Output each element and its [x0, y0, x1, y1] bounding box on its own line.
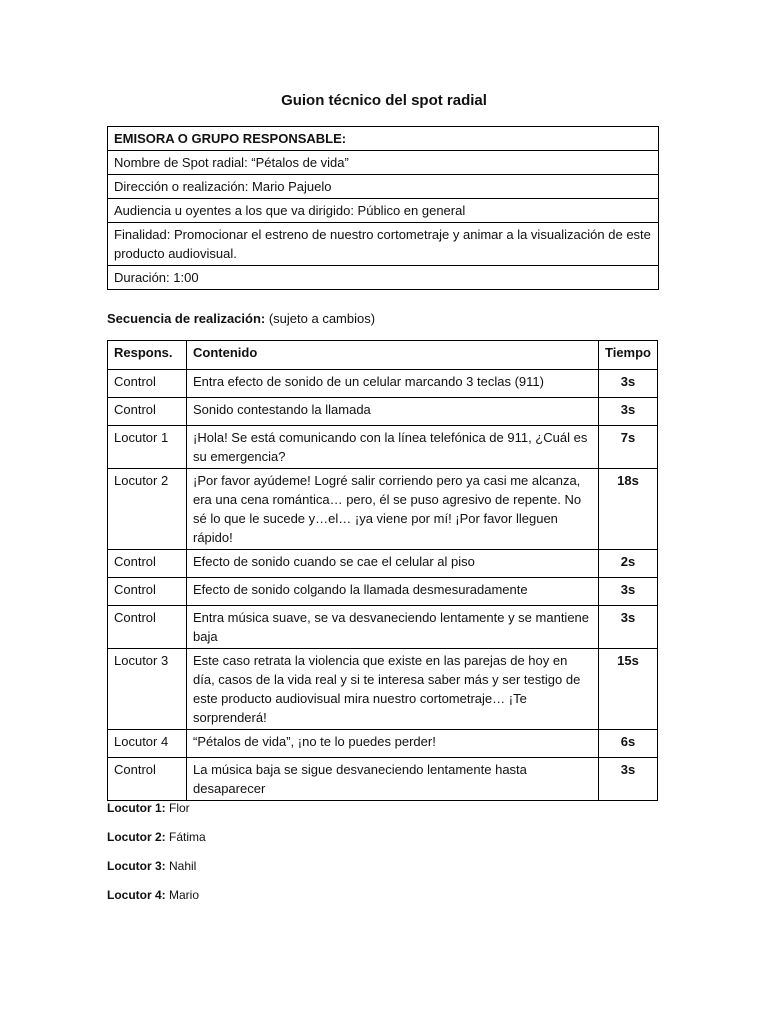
- sequence-heading: [107, 311, 375, 326]
- cell-responsable: Control: [108, 578, 187, 606]
- sequence-heading-label: Secuencia de realización:: [107, 311, 266, 326]
- cell-contenido: Este caso retrata la violencia que existe en las parejas de hoy en día, casos de la vida real y si te interesa saber más y ser testigo de este producto audiovisual mira nuestro cortometraje… ¡Te sorprenderá!: [187, 649, 599, 730]
- info-cell: Duración: 1:00: [108, 266, 659, 290]
- cell-contenido: Sonido contestando la llamada: [187, 398, 599, 426]
- table-row: [108, 578, 658, 606]
- info-row: [108, 223, 659, 266]
- info-cell: Finalidad: Promocionar el estreno de nuestro cortometraje y animar a la visualización de este producto audiovisual.: [108, 223, 659, 266]
- locutor-label: Locutor 2:: [107, 830, 166, 844]
- header-contenido: Contenido: [187, 341, 599, 370]
- info-table: [107, 126, 659, 290]
- table-row: [108, 469, 658, 550]
- table-row: [108, 649, 658, 730]
- cell-tiempo: 2s: [599, 550, 658, 578]
- sequence-header-row: [108, 341, 658, 370]
- cell-responsable: Locutor 4: [108, 730, 187, 758]
- header-responsable: Respons.: [108, 341, 187, 370]
- cell-tiempo: 3s: [599, 370, 658, 398]
- cell-responsable: Locutor 2: [108, 469, 187, 550]
- cell-contenido: La música baja se sigue desvaneciendo lentamente hasta desaparecer: [187, 758, 599, 801]
- cell-tiempo: 7s: [599, 426, 658, 469]
- cell-tiempo: 6s: [599, 730, 658, 758]
- table-row: [108, 758, 658, 801]
- locutor-label: Locutor 1:: [107, 801, 166, 815]
- cell-responsable: Locutor 1: [108, 426, 187, 469]
- sequence-heading-note: (sujeto a cambios): [265, 311, 376, 326]
- info-cell: Dirección o realización: Mario Pajuelo: [108, 175, 659, 199]
- cell-responsable: Control: [108, 550, 187, 578]
- info-row: [108, 151, 659, 175]
- table-row: [108, 370, 658, 398]
- locutor-item: [107, 888, 206, 917]
- locutor-name: Nahil: [165, 859, 197, 873]
- cell-responsable: Locutor 3: [108, 649, 187, 730]
- info-cell: Audiencia u oyentes a los que va dirigido: Público en general: [108, 199, 659, 223]
- cell-contenido: “Pétalos de vida”, ¡no te lo puedes perder!: [187, 730, 599, 758]
- table-row: [108, 606, 658, 649]
- cell-tiempo: 3s: [599, 578, 658, 606]
- cell-tiempo: 3s: [599, 398, 658, 426]
- cell-contenido: Efecto de sonido cuando se cae el celular al piso: [187, 550, 599, 578]
- info-row: [108, 175, 659, 199]
- info-row: [108, 127, 659, 151]
- header-tiempo: Tiempo: [599, 341, 658, 370]
- info-row: [108, 199, 659, 223]
- cell-contenido: Efecto de sonido colgando la llamada desmesuradamente: [187, 578, 599, 606]
- locutor-label: Locutor 3:: [107, 859, 166, 873]
- document-title: Guion técnico del spot radial: [281, 92, 487, 109]
- cell-contenido: ¡Por favor ayúdeme! Logré salir corriendo pero ya casi me alcanza, era una cena romántica… pero, él se puso agresivo de repente. No sé lo que le sucede y…el… ¡ya viene por mí! ¡Por favor lleguen rápido!: [187, 469, 599, 550]
- locutor-item: [107, 801, 206, 830]
- cell-responsable: Control: [108, 758, 187, 801]
- cell-tiempo: 3s: [599, 758, 658, 801]
- cell-responsable: Control: [108, 606, 187, 649]
- info-cell: EMISORA O GRUPO RESPONSABLE:: [108, 127, 659, 151]
- locutor-item: [107, 830, 206, 859]
- cell-responsable: Control: [108, 398, 187, 426]
- cell-contenido: ¡Hola! Se está comunicando con la línea telefónica de 911, ¿Cuál es su emergencia?: [187, 426, 599, 469]
- table-row: [108, 426, 658, 469]
- locutores-list: [107, 801, 206, 917]
- cell-tiempo: 18s: [599, 469, 658, 550]
- locutor-item: [107, 859, 206, 888]
- locutor-label: Locutor 4:: [107, 888, 166, 902]
- cell-contenido: Entra música suave, se va desvaneciendo lentamente y se mantiene baja: [187, 606, 599, 649]
- sequence-table: [107, 340, 658, 801]
- locutor-name: Flor: [165, 801, 190, 815]
- cell-contenido: Entra efecto de sonido de un celular marcando 3 teclas (911): [187, 370, 599, 398]
- cell-tiempo: 3s: [599, 606, 658, 649]
- locutor-name: Fátima: [165, 830, 206, 844]
- cell-tiempo: 15s: [599, 649, 658, 730]
- table-row: [108, 398, 658, 426]
- info-cell: Nombre de Spot radial: “Pétalos de vida”: [108, 151, 659, 175]
- table-row: [108, 730, 658, 758]
- locutor-name: Mario: [165, 888, 200, 902]
- info-row: [108, 266, 659, 290]
- cell-responsable: Control: [108, 370, 187, 398]
- table-row: [108, 550, 658, 578]
